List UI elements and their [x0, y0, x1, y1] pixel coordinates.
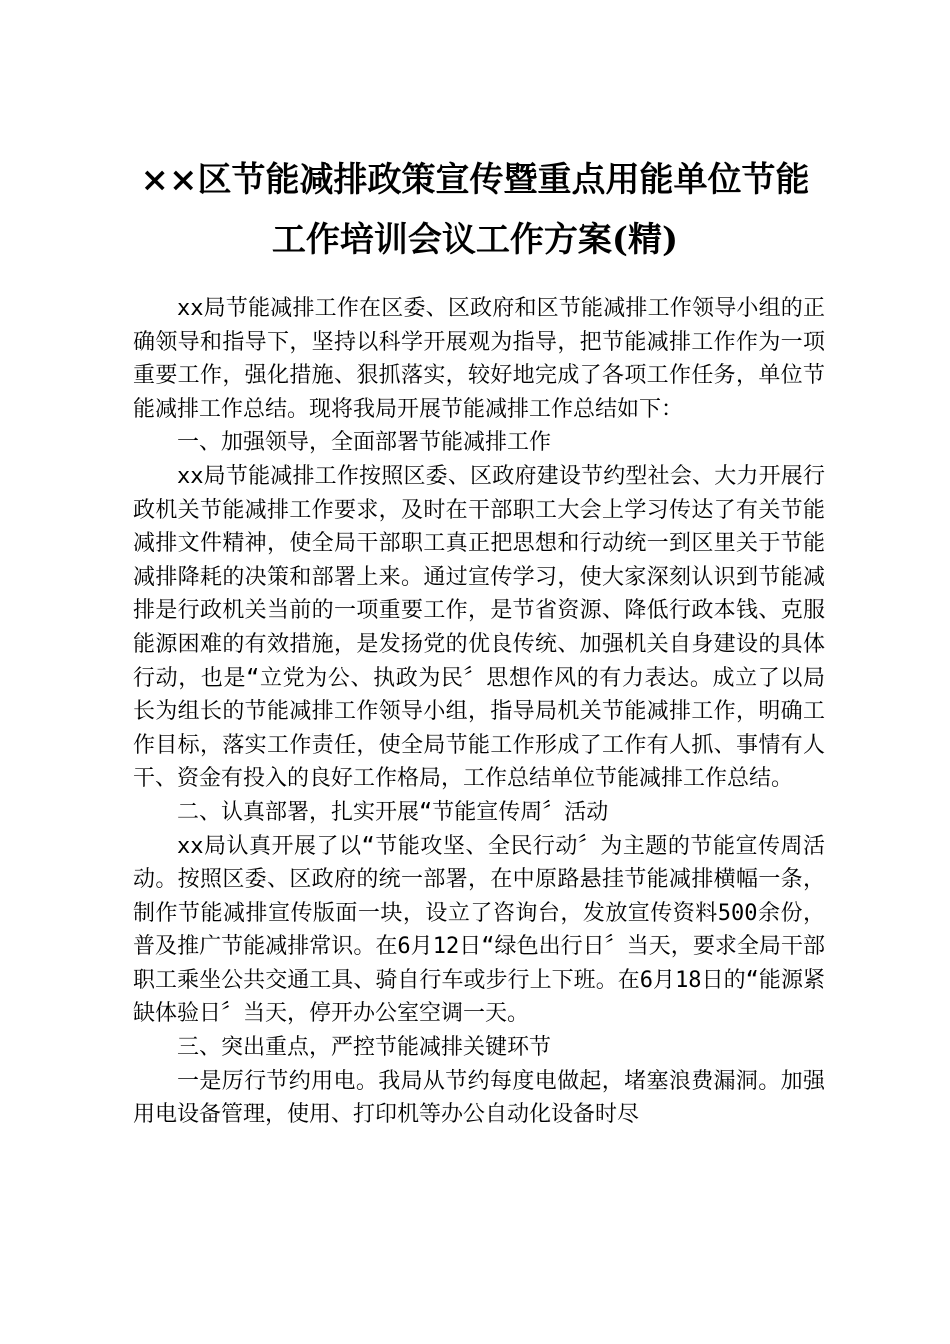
- section-heading-2: 二、认真部署，扎实开展“节能宣传周〞活动: [177, 799, 609, 825]
- paragraph-section-1: xx局节能减排工作按照区委、区政府建设节约型社会、大力开展行政机关节能减排工作要求，及时在干部职工大会上学习传达了有关节能减排文件精神，使全局干部职工真正把思想和行动统一到区里关于节能减排降耗的决策和部署上来。通过宣传学习，使大家深刻认识到节能减排是行政机关当前的一项重要工作，是节省资源、降低行政本钱、克服能源困难的有效措施，是发扬党的优良传统、加强机关自身建设的具体行动，也是“立党为公、执政为民〞思想作风的有力表达。成立了以局长为组长的节能减排工作领导小组，指导局机关节能减排工作，明确工作目标，落实工作责任，使全局节能工作形成了工作有人抓、事情有人干、资金有投入的良好工作格局，工作总结单位节能减排工作总结。: [133, 463, 825, 792]
- document-body: [133, 292, 825, 1132]
- document-title-line-2: 工作培训会议工作方案(精): [271, 220, 679, 260]
- document-title-line-1: ××区节能减排政策宣传暨重点用能单位节能: [140, 160, 810, 200]
- paragraph-intro: xx局节能减排工作在区委、区政府和区节能减排工作领导小组的正确领导和指导下，坚持以科学开展观为指导，把节能减排工作作为一项重要工作，强化措施、狠抓落实，较好地完成了各项工作任务，单位节能减排工作总结。现将我局开展节能减排工作总结如下：: [133, 296, 825, 422]
- section-heading-1: 一、加强领导，全面部署节能减排工作: [177, 430, 552, 456]
- section-heading-3: 三、突出重点，严控节能减排关键环节: [177, 1035, 552, 1061]
- paragraph-section-3: 一是厉行节约用电。我局从节约每度电做起，堵塞浪费漏洞。加强用电设备管理，使用、打印机等办公自动化设备时尽: [133, 1068, 825, 1128]
- paragraph-section-2: xx局认真开展了以“节能攻坚、全民行动〞为主题的节能宣传周活动。按照区委、区政府的统一部署，在中原路悬挂节能减排横幅一条，制作节能减排宣传版面一块，设立了咨询台，发放宣传资料500余份，普及推广节能减排常识。在6月12日“绿色出行日〞当天，要求全局干部职工乘坐公共交通工具、骑自行车或步行上下班。在6月18日的“能源紧缺体验日〞当天，停开办公室空调一天。: [133, 833, 825, 1027]
